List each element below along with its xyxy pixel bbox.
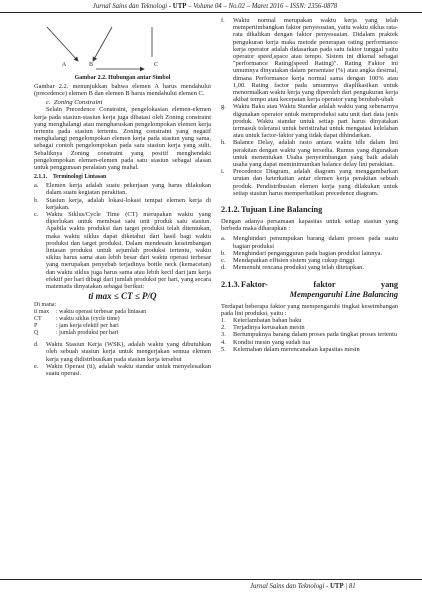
list-text: Precedence Diagram, adalah diagram yang menggambarkan urutan dan keterkaitan antar elemen kerja perakitan sebuah produk. Pendistribusian elemen kerja yang dilakukan untuk setiap stasiun harus memperhatikan precedence diagram. bbox=[233, 168, 398, 197]
terminologi-title: Terminologi Lintasan bbox=[52, 174, 107, 181]
paragraph-zoning: Selain Precedence Constraint, pengelokasian elemen-elemen kerja pada stasiun-stasiun kerja juga dibatasi oleh Zoning constraint yang menghalangi atau mengharuskan pengelompokan elemen kerja tertentu pada stasiun tertentu. Zoning constraint yang negatif menghalangi pengelompokan elemen kerja pada stasiun yang sama, sebagai contoh pengelompokan pada satu stasiun kerja yang sulit. Sebaliknya Zoning constraint yang positif menghendaki pengelompokan elemen-elemen pada satu stasiun sebagai alasan untuk penggunaan peralatan yang mahal. bbox=[34, 106, 211, 172]
definition-symbol: P bbox=[34, 323, 38, 330]
list-item bbox=[221, 331, 398, 338]
page-number: | 81 bbox=[343, 583, 356, 590]
section-title: Tujuan Line Balancing bbox=[241, 205, 323, 215]
definition-text: : waktu operasi terbesar pada lintasan bbox=[56, 309, 147, 316]
list-item bbox=[221, 250, 398, 257]
list-text: Terjadinya kerusakan mesin bbox=[233, 324, 305, 332]
paragraph-faktor-intro: Terdapat beberapa faktor yang mempengaruhi tingkat keseimbangan pada lini produksi, yaitu : bbox=[221, 302, 398, 317]
terminologi-heading bbox=[34, 174, 211, 180]
section-number: 2.1.2. bbox=[221, 205, 240, 215]
paragraph-figure-explanation: Gambar 2.2. menunjukkan bahwa elemen A harus mendahului (precedence) elemen B dan elemen B harus mendahului elemen C. bbox=[34, 83, 211, 98]
list-item bbox=[34, 211, 211, 290]
list-text: Menghindari penumpukan barang dalam proses pada suatu bagian produksi bbox=[233, 235, 398, 250]
list-label: e. bbox=[34, 362, 39, 370]
list-item bbox=[221, 257, 398, 264]
definition-symbol: CT bbox=[34, 316, 42, 323]
list-label: f. bbox=[221, 17, 225, 24]
section-title-block bbox=[241, 280, 398, 300]
definitions-intro: Di mana: bbox=[34, 302, 57, 309]
list-label: 3. bbox=[221, 331, 226, 339]
list-label: d. bbox=[221, 264, 226, 272]
list-label: 5. bbox=[221, 345, 226, 353]
section-title-line1: Faktor- faktor yang bbox=[241, 279, 398, 289]
list-label: 4. bbox=[221, 338, 226, 346]
list-label: 1. bbox=[221, 316, 226, 324]
section-heading-faktor bbox=[221, 280, 398, 300]
list-item bbox=[221, 346, 398, 353]
list-label: i. bbox=[221, 168, 225, 176]
list-item bbox=[221, 339, 398, 346]
list-label: c. bbox=[221, 257, 226, 265]
list-item bbox=[34, 363, 211, 377]
zoning-title: Zoning Constraint bbox=[53, 99, 103, 107]
list-label: d. bbox=[34, 341, 39, 349]
running-footer bbox=[250, 583, 356, 590]
list-text: Waktu normal merupakan waktu kerja yang telah mempertimbangkan faktor penyesuaian, yaitu waktu siklus rata-rata dikalikan dengan faktor penyesuaian. Didalam praktek pengukuran kerja maka metode penerapan rating performance kerja operator adalah didasarkan pada satu faktor tunggal yaitu operator speed,space atau tempo. Sistem ini dikenal sebagai "performance Rating(speed Rating)". Rating Faktor ini umumnya dinyatakan dalam persentase (%) atau angka desimal, dimana Performance kerja normal sama dengan 100% atau 1,00. Rating factor pada umumnya diaplikasikan untuk menormalkan waktu kerja yang diperoleh dari pengukuran kerja akibat tempo atau kecepatan kerja operator yang berubah-ubah bbox=[233, 17, 398, 104]
list-label: b. bbox=[34, 196, 39, 204]
definition-row bbox=[34, 323, 211, 330]
right-column bbox=[221, 17, 398, 353]
running-header bbox=[35, 2, 395, 12]
definition-text: : jam kerja efektif per hari bbox=[56, 323, 119, 330]
header-journal: Jurnal Sains dan Teknologi - bbox=[92, 3, 173, 10]
formula-definitions bbox=[34, 302, 211, 337]
figure-caption: Gambar 2.2. Hubungan antar Simbol bbox=[74, 75, 171, 81]
paragraph-tujuan-intro: Dengan adanya persamaan kapasitas untuk setiap stasiun yang berbeda maka diharapkan : bbox=[221, 218, 398, 233]
list-label: 2. bbox=[221, 324, 226, 332]
section-heading-tujuan bbox=[221, 205, 398, 215]
list-label: a. bbox=[221, 235, 226, 243]
list-item bbox=[34, 341, 211, 363]
zoning-label: c. bbox=[46, 99, 51, 107]
header-volume: – Volume 04 – No.02 – Maret 2016 – ISSN: 2356-0878 bbox=[186, 3, 338, 10]
list-item bbox=[221, 17, 398, 103]
footer-rule bbox=[0, 579, 422, 580]
list-label: c. bbox=[34, 211, 39, 219]
list-text: Waktu Stasiun Kerja (WSK), adalah waktu yang dibutuhkan oleh sebuah stasiun kerja untuk mengerjakan semua elemen kerja yang didistribusikan pada stasiun kerja tersebut bbox=[46, 341, 211, 363]
definition-row bbox=[34, 330, 211, 337]
list-text: Memenuhi rencana produksi yang telah ditetapkan. bbox=[233, 264, 364, 272]
list-text: Bertumpuknya barang dalam proses pada tingkat proses tertentu bbox=[233, 331, 398, 339]
arrow-to-b bbox=[93, 27, 112, 61]
cycle-time-formula: ti max ≤ CT ≤ P/Q bbox=[88, 291, 157, 302]
list-item bbox=[34, 197, 211, 211]
goals-list bbox=[221, 235, 398, 271]
list-item bbox=[221, 264, 398, 271]
list-text: Mendapatkan effisien sistem yang cukup tinggi. bbox=[233, 257, 356, 265]
factors-list bbox=[221, 317, 398, 353]
list-text: Stasiun kerja, adalah lokasi-lokasi tempat elemen kerja di kerjakan. bbox=[46, 196, 211, 211]
precedence-figure bbox=[34, 17, 211, 73]
list-text: Waktu Operasi (ti), adalah waktu standar untuk menyelesaikan suatu operasi. bbox=[46, 362, 211, 378]
definition-text: : jumlah produksi per hari bbox=[56, 330, 119, 337]
section-number: 2.1.3. bbox=[221, 279, 240, 289]
node-c: C bbox=[153, 62, 158, 68]
list-label: h. bbox=[221, 139, 226, 147]
arrow-a-b bbox=[47, 27, 78, 61]
list-item bbox=[221, 168, 398, 197]
list-text: Elemen kerja adalah suatu pekerjaan yang harus dilakukan dalam suatu kegiatan perakitan. bbox=[46, 182, 211, 197]
footer-journal: Jurnal Sains dan Teknologi - bbox=[250, 583, 330, 590]
list-text: Kelemahan dalam merencanakan kapasitas mesin bbox=[233, 345, 360, 353]
list-item bbox=[221, 324, 398, 331]
definition-symbol: ti max bbox=[34, 309, 50, 316]
list-item bbox=[221, 317, 398, 324]
list-text: Menghindari pengangguran pada bagian produksi lainnya. bbox=[233, 249, 383, 257]
definition-symbol: Q bbox=[34, 330, 39, 337]
list-text: Waktu Siklus/Cycle Time (CT) merupakan waktu yang diperlukan untuk membuat satu unit produk satu stasiun. Apabila waktu produksi dan target produksi telah ditentukan, maka waktu siklus dapat diketahui dari hasil bagi waktu produksi dan target produksi. Dalam mendesain keseimbangan lintasan produksi untuk sejumlah produksi tertentu, waktu siklus harus sama atau lebih besar dari waktu operasi terbesar yang merupakan penyebab terjadinya bottle neck (kemacetan) dan waktu siklus juga harus sama atau lebih kecil dari jam kerja efektif per hari dibagi dari jumlah produksi per hari, yang secara matematis dinyatakan sebagai berikut: bbox=[46, 211, 211, 291]
list-item bbox=[221, 235, 398, 249]
definition-text: : waktu siklus (cycle time) bbox=[56, 316, 120, 323]
footer-brand: UTP bbox=[330, 583, 344, 590]
list-text: Waktu Baku atau Waktu Standar adalah waktu yang sebenarnya digunakan operator untuk memproduksi satu unit dari data jenis produk. Waktu standar untuk setiap part harus dinyatakan termasuk toleransi untuk beristirahat untuk mengatasi kelelahan atau untuk factor-faktor yang tidak dapat dihindarkan. bbox=[233, 103, 398, 140]
list-item bbox=[221, 103, 398, 139]
list-text: Keterlambatan bahan baku bbox=[233, 316, 302, 324]
list-text: Balance Delay, adalah rasio antara waktu idle dalam lini perakitan dengan waktu yang tersedia. Rumus yang digunakan untuk menentukan Usaha penyeimbangan yang baik adalah usaha yang dapat meminimumkan balance delay lini perakitan. bbox=[233, 139, 398, 169]
list-item bbox=[221, 139, 398, 168]
zoning-heading bbox=[46, 99, 211, 106]
list-item bbox=[34, 182, 211, 196]
node-a: A bbox=[61, 62, 67, 68]
list-label: g. bbox=[221, 103, 226, 111]
left-column bbox=[34, 17, 211, 377]
list-text: Kondisi mesin yang sudah tua bbox=[233, 338, 311, 346]
header-rule bbox=[0, 12, 422, 13]
node-b: B bbox=[88, 62, 93, 68]
header-brand: UTP bbox=[172, 3, 187, 10]
section-title-line2: Mempengaruhi Line Balancing bbox=[289, 289, 398, 299]
list-label: b. bbox=[221, 249, 226, 257]
list-label: a. bbox=[34, 182, 39, 190]
terminologi-number: 2.1.1. bbox=[34, 174, 48, 181]
